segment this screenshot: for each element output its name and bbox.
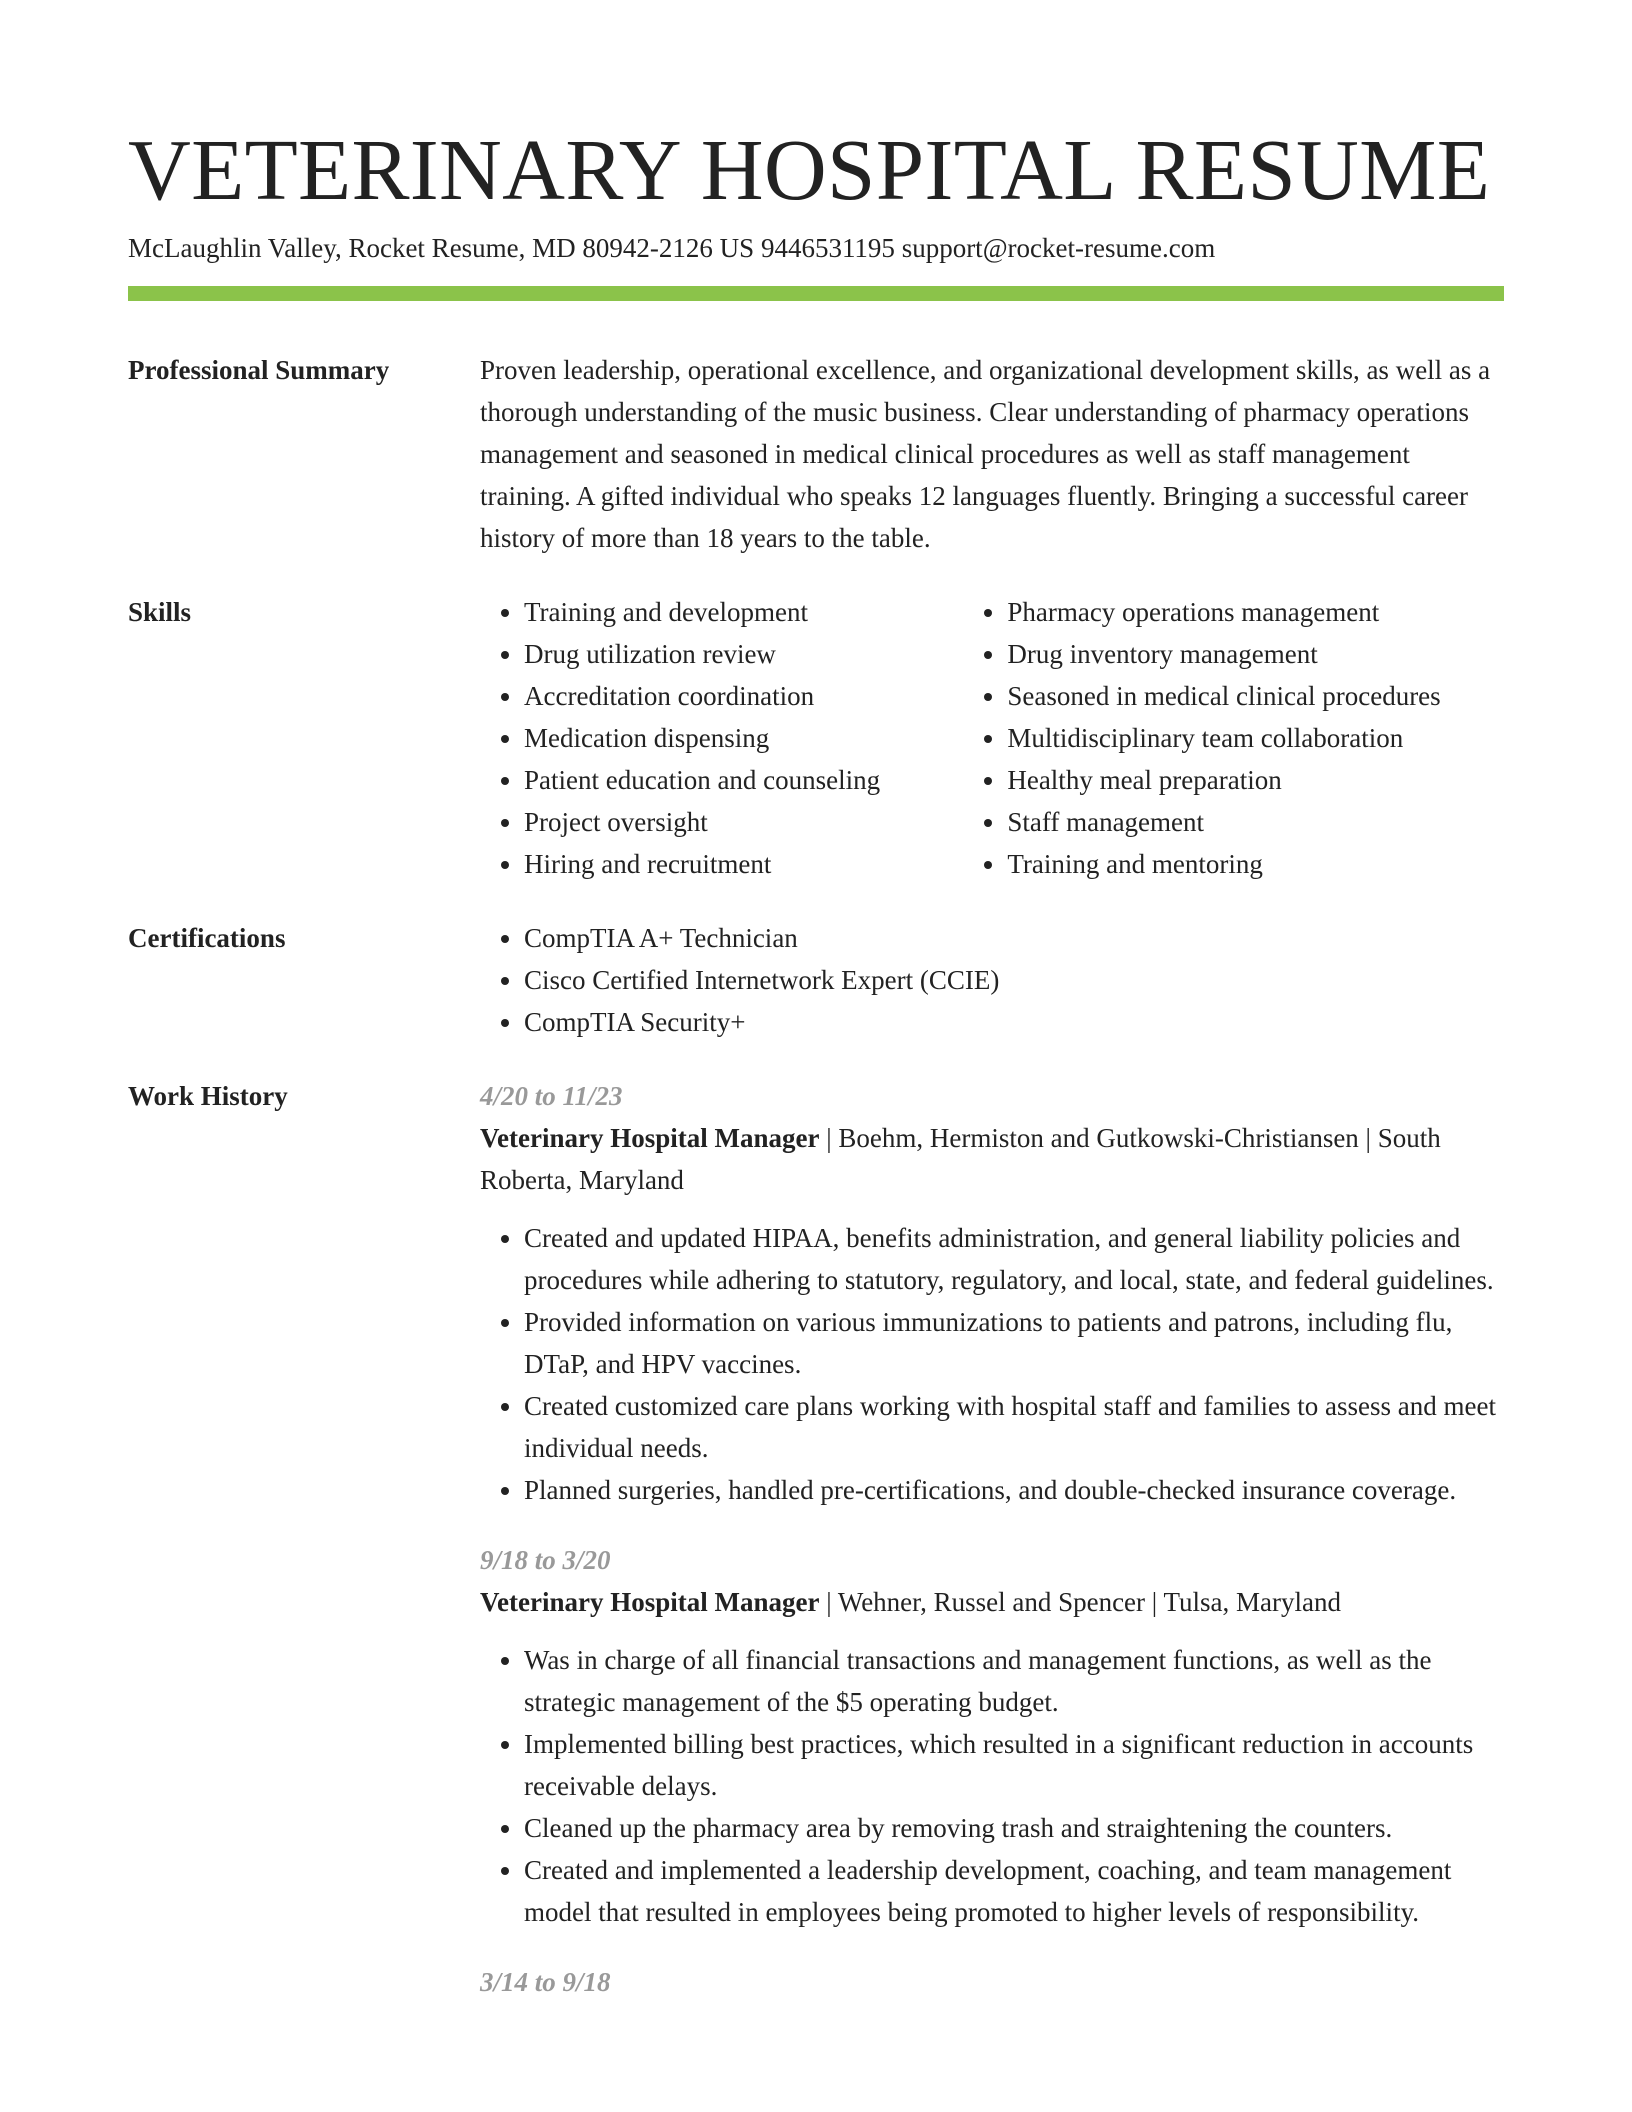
skills-list-left [480,591,963,885]
job-bullet: • Created and implemented a leadership development, coaching, and team management model that resulted in employees being promoted to higher levels of responsibility. [524,1849,1504,1933]
skill-item: • Medication dispensing [524,717,963,759]
certification-item: • CompTIA A+ Technician [524,917,1504,959]
summary-body [480,349,1504,559]
job-entry [480,1075,1504,1511]
skills-list-right [963,591,1504,885]
skill-item: • Accreditation coordination [524,675,963,717]
certification-item: • CompTIA Security+ [524,1001,1504,1043]
job-bullet: • Was in charge of all financial transactions and management functions, as well as the strategic management of the $5 operating budget. [524,1639,1504,1723]
job-bullet: • Cleaned up the pharmacy area by removing trash and straightening the counters. [524,1807,1504,1849]
work-history-heading: Work History [128,1081,288,1111]
job-bullet: • Created and updated HIPAA, benefits administration, and general liability policies and procedures while adhering to statutory, regulatory, and local, state, and federal guidelines. [524,1217,1504,1301]
skill-item: • Drug utilization review [524,633,963,675]
skill-item: • Seasoned in medical clinical procedures [1007,675,1504,717]
job-header [480,1117,1504,1201]
skill-item: • Healthy meal preparation [1007,759,1504,801]
job-entry [480,1961,1504,2003]
skill-item: • Patient education and counseling [524,759,963,801]
job-bullet: • Planned surgeries, handled pre-certifications, and double-checked insurance coverage. [524,1469,1504,1511]
skills-body [480,591,1504,885]
contact-line [128,230,1215,266]
job-dates: 4/20 to 11/23 [480,1081,623,1111]
job-dates: 9/18 to 3/20 [480,1545,611,1575]
job-header [480,1581,1504,1623]
job-dates: 3/14 to 9/18 [480,1967,611,1997]
job-bullet: • Provided information on various immunizations to patients and patrons, including flu, DTaP, and HPV vaccines. [524,1301,1504,1385]
skill-item: • Drug inventory management [1007,633,1504,675]
job-title: Veterinary Hospital Manager [480,1123,820,1153]
skill-item: • Multidisciplinary team collaboration [1007,717,1504,759]
job-bullets [480,1217,1504,1511]
certification-item: • Cisco Certified Internetwork Expert (CCIE) [524,959,1504,1001]
skill-item: • Training and mentoring [1007,843,1504,885]
certifications-body [480,917,1504,1043]
skills-heading: Skills [128,597,192,627]
certifications-list [480,917,1504,1043]
job-bullet: • Implemented billing best practices, which resulted in a significant reduction in accounts receivable delays. [524,1723,1504,1807]
job-title: Veterinary Hospital Manager [480,1587,820,1617]
contact-address: McLaughlin Valley, Rocket Resume, MD 80942-2126 US [128,233,755,263]
skill-item: • Project oversight [524,801,963,843]
certifications-heading: Certifications [128,923,286,953]
skill-item: • Hiring and recruitment [524,843,963,885]
job-bullet: • Created customized care plans working with hospital staff and families to assess and meet individual needs. [524,1385,1504,1469]
accent-divider [128,286,1504,301]
skill-item: • Staff management [1007,801,1504,843]
resume-title: VETERINARY HOSPITAL RESUME [128,121,1491,218]
contact-phone: 9446531195 [760,233,895,263]
contact-email: support@rocket-resume.com [901,233,1216,263]
work-history-body [480,1075,1504,2003]
summary-heading: Professional Summary [128,355,390,385]
job-bullets [480,1639,1504,1933]
job-employer-location: | Wehner, Russel and Spencer | Tulsa, Maryland [819,1587,1341,1617]
summary-text: Proven leadership, operational excellence, and organizational development skills, as well as a thorough understanding of the music business. Clear understanding of pharmacy operations management and seasoned in medical clinical procedures as well as staff management training. A gifted individual who speaks 12 languages fluently. Bringing a successful career history of more than 18 years to the table. [480,355,1491,553]
job-entry [480,1539,1504,1933]
skill-item: • Pharmacy operations management [1007,591,1504,633]
job-employer-location: | Boehm, Hermiston and Gutkowski-Christiansen | South Roberta, Maryland [480,1123,1441,1195]
skill-item: • Training and development [524,591,963,633]
